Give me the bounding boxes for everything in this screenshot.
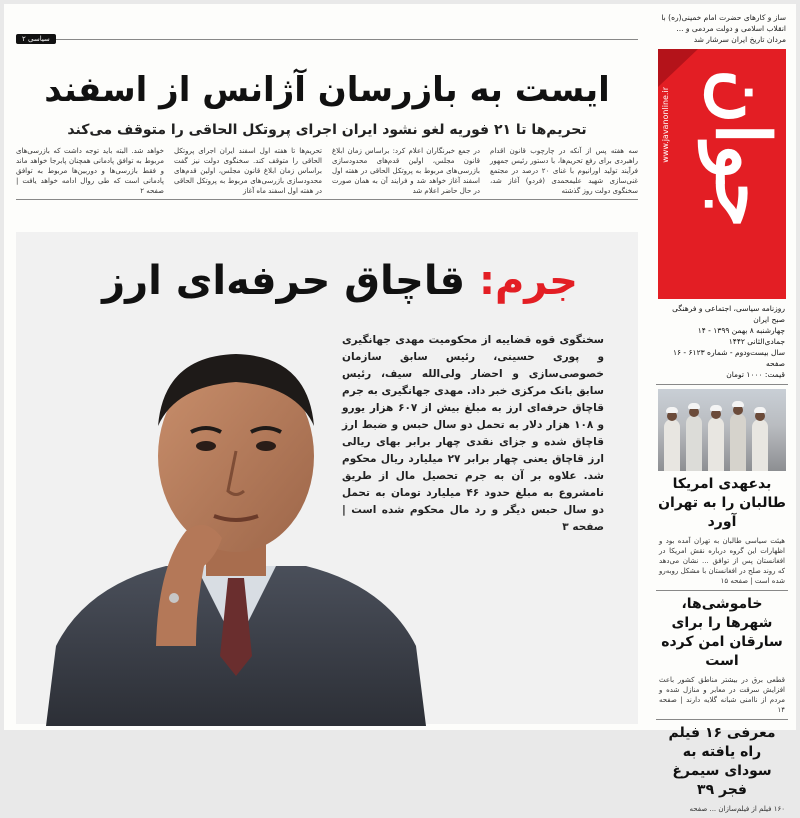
newspaper-page [4,4,796,813]
newspaper-logo [658,49,786,299]
turban [688,403,700,409]
feature-body: سخنگوی قوه قضاییه از محکومیت مهدی جهانگیری و پوری حسینی، رئیس سابق سازمان خصوصی‌سازی و احضار ولی‌الله سیف، رئیس سابق بانک مرکزی خبر داد. مهدی جهانگیری به جرم قاچاق حرفه‌ای ارز به مبلغ بیش از ۶۰۷ هزار یورو و ۱۰۸ هزار دلار به تحمل دو سال حبس و ضبط ارز قاچاق شده و جزای نقدی چهار برابر بهای ریالی ارز قاچاق یعنی چهار برابر ۲۷ میلیارد ریال محکوم شد. علاوه بر آن به جرم تحصیل مال از طریق نامشروع به مبلغ حدود ۴۶ میلیارد تومان به تحمل دو سال حبس دیگر و رد مال محکوم شده است | صفحه ۳ [342,334,604,533]
turban [732,401,744,407]
section-bar [16,34,638,44]
turban [710,405,722,411]
person-figure [730,413,746,471]
person-figure [708,417,724,471]
logo-ribbon [658,49,698,87]
person-figure [664,419,680,471]
person-figure [686,415,702,471]
pub-info-line: چهارشنبه ۸ بهمن ۱۳۹۹ - ۱۴ جمادی‌الثانی ۱۴۴۲ [697,326,785,346]
publication-info [656,299,788,385]
feature-title [102,258,578,304]
feature-story [16,232,638,724]
side-story-title: معرفی ۱۶ فیلم راه یافته به سودای سیمرغ فجر ۳۹ [668,725,776,798]
side-story-body: هیئت سیاسی طالبان به تهران آمده بود و اظهارات این گروه درباره نقش امریکا در افغانستان پس از توافق ... نشان می‌دهد که روند صلح در افغانستان با مشکل روبه‌رو شده است | صفحه ۱۵ [656,534,788,591]
main-subheadline: تحریم‌ها تا ۲۱ فوریه لغو نشود ایران اجرای پروتکل الحاقی را متوقف می‌کند [67,122,587,138]
masthead-column [656,10,788,813]
top-story [16,34,638,200]
portrait-photo [46,316,426,726]
lead-column: در جمع خبرنگاران اعلام کرد: براساس زمان ابلاغ قانون مجلس، اولین قدم‌های محدودسازی بازرسی‌های مربوط به پروتکل الحاقی در هفته اول اسفند آغاز خواهد شد و فرایند آن به همان صورت در حال حاضر اعلام شد [332,147,480,195]
masthead-motto: ساز و کارهای حضرت امام خمینی(ره) با انقلاب اسلامی و دولت مردمی و ... مردان تاریخ ایران سرشار شد [661,13,786,44]
divider [56,39,638,40]
main-headline: ایست به بازرسان آژانس از اسفند [44,70,610,110]
pub-info-line: قیمت: ۱۰۰۰ تومان [726,370,785,379]
side-story-body: قطعی برق در بیشتر مناطق کشور باعث افزایش سرقت در معابر و منازل شده و مردم از ناامنی شبانه گلایه دارند | صفحه ۱۴ [656,673,788,720]
pub-info-line: روزنامه سیاسی، اجتماعی و فرهنگی صبح ایران [672,304,785,324]
section-label: سیاسی ۲ [16,34,56,44]
lead-column: سه هفته پس از آنکه در چارچوب قانون اقدام راهبردی برای رفع تحریم‌ها، با دستور رئیس جمهور فرآیند تولید اورانیوم با غنای ۲۰ درصد در مجتمع غنی‌سازی شهید علیمحمدی (فردو) آغاز شد، سخنگوی دولت روز گذشته [490,147,638,195]
side-story-body: ۱۶۰ فیلم از فیلم‌سازان ... صفحه [689,805,785,813]
feature-title-text: قاچاق حرفه‌ای ارز [102,258,466,304]
lead-column: تحریم‌ها تا هفته اول اسفند ایران اجرای پروتکل الحاقی را متوقف کند. سخنگوی دولت نیز گفت براساس زمان ابلاغ قانون مجلس، اولین قدم‌های محدودسازی بازرسی‌های مربوط به پروتکل الحاقی در هفته اول اسفند ماه آغاز [174,147,322,195]
logo-wordmark: جوان [699,69,785,228]
person-figure [752,419,768,471]
logo-website: www.javanonline.ir [661,87,670,163]
pub-info-line: سال بیست‌ودوم - شماره ۶۱۲۳ - ۱۶ صفحه [672,348,785,368]
taliban-delegation-photo [658,389,786,471]
feature-title-label: جرم: [478,258,578,304]
turban [754,407,766,413]
lead-columns [16,146,638,200]
side-story-title: خاموشی‌ها، شهرها را برای سارقان امن کرده است [661,596,783,669]
lead-column: خواهد شد. البته باید توجه داشت که بازرسی‌های مربوط به توافق پادمانی همچنان پابرجا خواهد ماند و فقط بازرسی‌ها و دوربین‌ها مربوط به توافق پادمانی است که طی روال ادامه خواهد یافت | صفحه ۲ [16,147,164,195]
side-story-title: بدعهدی امریکا طالبان را به تهران آورد [658,476,786,530]
turban [666,407,678,413]
